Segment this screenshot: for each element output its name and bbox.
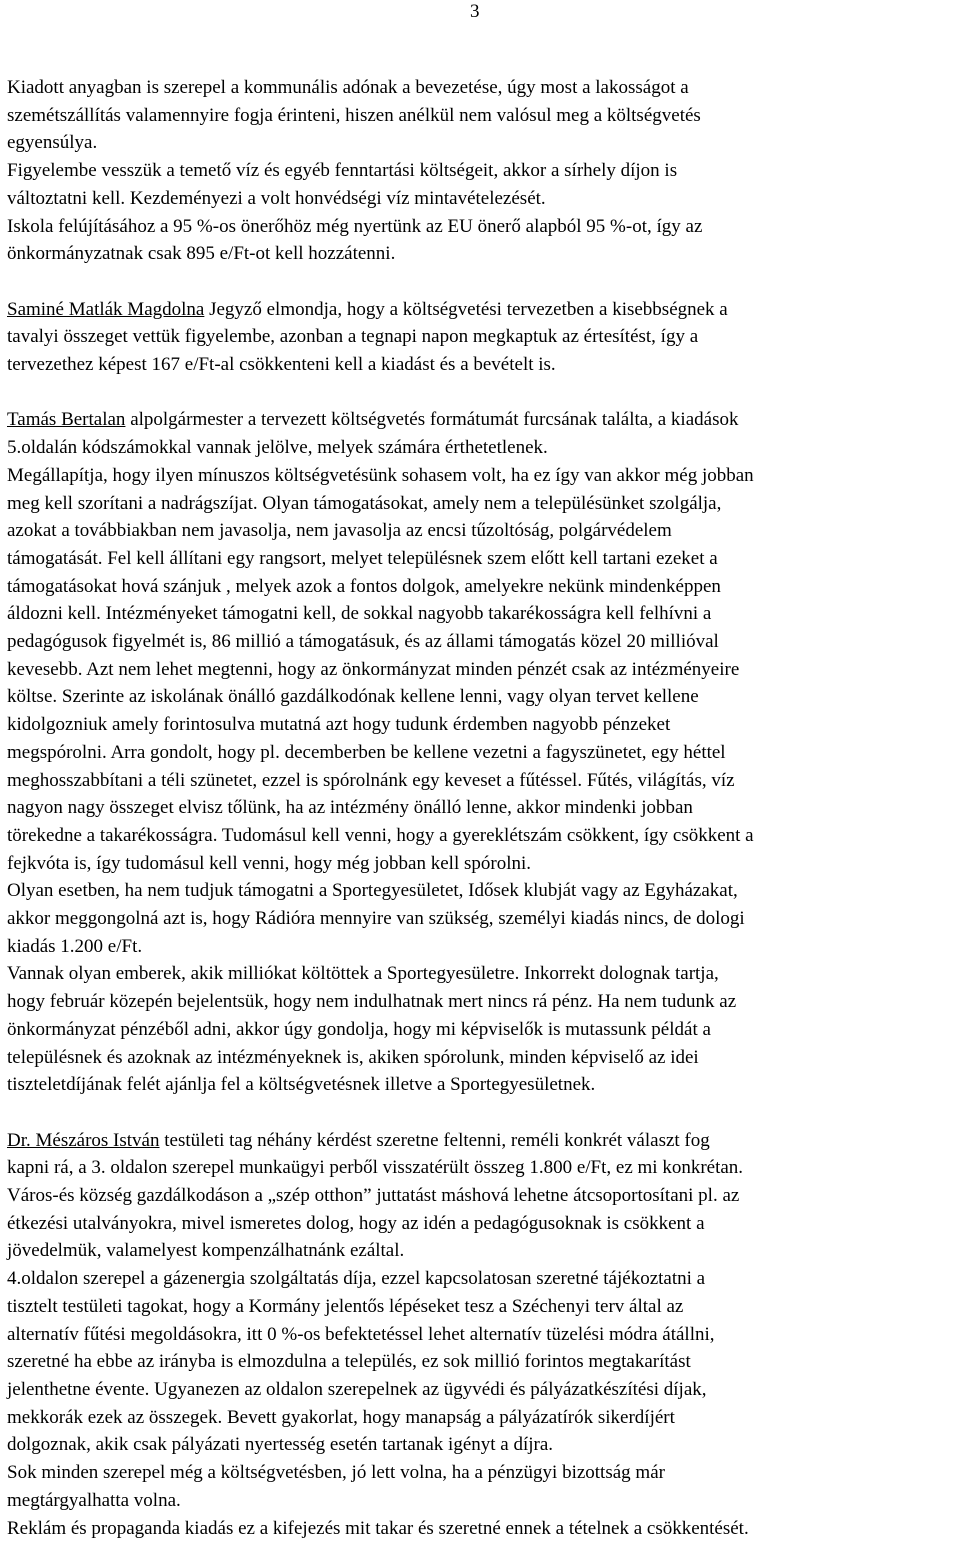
paragraph-text: Kiadott anyagban is szerepel a kommunális adónak a bevezetése, úgy most a lakosságot a szemétszállítás valamennyire fogja érinteni, hiszen anélkül nem valósul meg a költségvetés egyensúlya. Figyelembe vesszük a temető víz és egyéb fenntartási költségeit, akkor a sírhely díjon is változtatni kell. Kezdeményezi a volt honvédségi víz mintavételezését. Iskola felújításához a 95 %-os önerőhöz még nyertünk az EU önerő alapból 95 %-ot, így az önkormányzatnak csak 895 e/Ft-ot kell hozzátenni. (7, 77, 703, 265)
paragraph-text: alpolgármester a tervezett költségvetés formátumát furcsának találta, a kiadások 5.oldalán kódszámokkal vannak jelölve, melyek számára érthetetlenek. Megállapítja, hogy ilyen mínuszos költségvetésünk sohasem volt, ha ez így van akkor még jobban meg kell szorítani a nadrágszíjat. Olyan támogatásokat, amely nem a településünket szolgálja, azokat a továbbiakban nem javasolja, nem javasolja az encsi tűzoltóság, polgárvédelem támogatását. Fel kell állítani egy rangsort, melyet településnek szem előtt kell tartani ezeket a támogatásokat hová szánjuk , melyek azok a fontos dolgok, amelyekre nekünk mindenképpen áldozni kell. Intézményeket támogatni kell, de sokkal nagyobb takarékosságra kell felhívni a pedagógusok figyelmét is, 86 millió a támogatásuk, és az állami támogatás közel 20 millióval kevesebb. Azt nem lehet megtenni, hogy az önkormányzat minden pénzét csak az intézményeire költse. Szerinte az iskolának önálló gazdálkodónak kellene lenni, vagy olyan tervet kellene kidolgozniuk amely forintosulva mutatná azt hogy tudunk érdemben nagyobb pénzeket megspórolni. Arra gondolt, hogy pl. decemberben be kellene vezetni a fagyszünetet, egy héttel meghosszabbítani a téli szünetet, ezzel is spórolnánk egy keveset a fűtéssel. Fűtés, világítás, víz nagyon nagy összeget elvisz tőlünk, ha az intézmény önálló lenne, akkor mindenki jobban törekedne a takarékosságra. Tudomásul kell venni, hogy a gyereklétszám csökkent, így csökkent a fejkvóta is, így tudomásul kell venni, hogy még jobban kell spórolni. Olyan esetben, ha nem tudjuk támogatni a Sportegyesületet, Idősek klubját vagy az Egyházakat, akkor meggongolná azt is, hogy Rádióra mennyire van szükség, személyi kiadás nincs, de dologi kiadás 1.200 e/Ft. Vannak olyan emberek, akik milliókat költöttek a Sportegyesületre. Inkorrekt dolognak tartja, hogy február közepén bejelentsük, hogy nem indulhatnak mert nincs rá pénz. Ha nem tudunk az önkormányzat pénzéből adni, akkor úgy gondolja, hogy mi képviselők is mutassunk példát a településnek és azoknak az intézményeknek is, akiken spórolunk, minden képviselő az idei tiszteletdíjának felét ajánlja fel a költségvetésnek illetve a Sportegyesületnek. (7, 409, 754, 1096)
speaker-name: Dr. Mészáros István (7, 1129, 160, 1151)
document-body (7, 74, 957, 1542)
paragraph-intro (7, 74, 957, 268)
paragraph-gap (7, 1099, 957, 1127)
paragraph-text: testületi tag néhány kérdést szeretne feltenni, reméli konkrét választ fog kapni rá, a 3. oldalon szerepel munkaügyi perből visszatérült összeg 1.800 e/Ft, ez mi konkrétan. Város-és község gazdálkodáson a „szép otthon” juttatást máshová lehetne átcsoportosítani pl. az étkezési utalványokra, mivel ismeretes dolog, hogy az idén a pedagógusoknak is csökkent a jövedelmük, valamelyest kompenzálhatnánk ezáltal. 4.oldalon szerepel a gázenergia szolgáltatás díja, ezzel kapcsolatosan szeretné tájékoztatni a tisztelt testületi tagokat, hogy a Kormány jelentős lépéseket tesz a Széchenyi terv által az alternatív fűtési megoldásokra, itt 0 %-os befektetéssel lehet alternatív tüzelési módra átállni, szeretné ha ebbe az irányba is elmozdulna a település, ez sok millió forintos megtakarítást jelenthetne évente. Ugyanezen az oldalon szerepelnek az ügyvédi és pályázatkészítési díjak, mekkorák ezek az összegek. Bevett gyakorlat, hogy manapság a pályázatírók sikerdíjért dolgoznak, akik csak pályázati nyertesség esetén tartanak igényt a díjra. Sok minden szerepel még a költségvetésben, jó lett volna, ha a pénzügyi bizottság már megtárgyalhatta volna. Reklám és propaganda kiadás ez a kifejezés mit takar és szeretné ennek a tételnek a csökkentését. (7, 1129, 749, 1539)
paragraph-jegyzo (7, 296, 957, 379)
speaker-name: Tamás Bertalan (7, 409, 126, 431)
paragraph-gap (7, 268, 957, 296)
paragraph-text: Jegyző elmondja, hogy a költségvetési tervezetben a kisebbségnek a tavalyi összeget vettük figyelembe, azonban a tegnapi napon megkaptuk az értesítést, így a tervezethez képest 167 e/Ft-al csökkenteni kell a kiadást és a bevételt is. (7, 298, 728, 376)
speaker-name: Saminé Matlák Magdolna (7, 298, 205, 320)
paragraph-testuleti-tag (7, 1127, 957, 1543)
paragraph-gap (7, 379, 957, 407)
paragraph-alpolgarmester (7, 406, 957, 1099)
page-number: 3 (470, 1, 480, 22)
